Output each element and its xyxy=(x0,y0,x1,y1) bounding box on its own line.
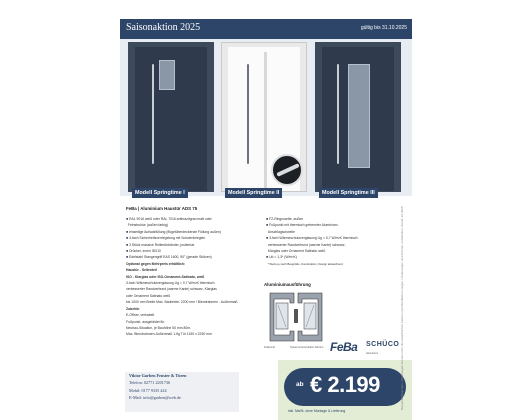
vertical-disclaimer: Beispielabbildungen, Abbildungen können nicht die tatsächlichen Farben und Oberflächen zeigen / Änderungen und Irrtümer vorbehalten, Stand: 01.2025 xyxy=(400,206,404,410)
spec-list-right xyxy=(266,216,358,267)
diagram-caption-left: Fußpunkt xyxy=(264,346,275,349)
door-springtime-2 xyxy=(221,42,307,196)
spec-item: Feinstruktur (außen farbig) xyxy=(127,223,169,228)
option-item: Zubehör xyxy=(126,306,140,311)
diagram-caption-right: System-Konstruktion Schüco xyxy=(290,346,324,349)
door-handle xyxy=(247,64,249,164)
profile-cross-section-diagram xyxy=(264,289,328,345)
spec-item: verbesserter Randverbund (warme Kante) schwarz, xyxy=(267,242,346,247)
spec-item: ■Fußpunkt mit thermisch getrennter Aluminium- xyxy=(266,223,339,228)
header-bar xyxy=(120,19,412,39)
spec-list-left xyxy=(126,216,238,338)
flyer-page xyxy=(120,0,412,420)
spec-item: ■Ud = 1,3* (W/m²K) xyxy=(266,255,297,260)
option-item: Fußpunkt, ausgebildet für xyxy=(126,319,165,324)
door-groove xyxy=(264,52,267,188)
page-title: Saisonaktion 2025 xyxy=(126,22,201,33)
option-item: oder Ornament Satinato weiß xyxy=(126,293,171,298)
option-item: ISO - Klarglas oder ISO-Ornament-Satinato, weiß xyxy=(126,274,205,279)
spec-item: ■3-fach Sicherheitsverriegelung mit Schwenkriegeln xyxy=(126,236,206,241)
door-glass xyxy=(159,60,175,90)
option-item: Haustür - Seitenteil xyxy=(126,268,157,273)
options-title: Optional gegen Mehrpreis erhältlich: xyxy=(126,261,185,266)
door-handle xyxy=(337,64,339,164)
option-item: E-Öffner, verkabelt xyxy=(126,313,155,318)
spec-item: ■Drücker, innen ID010 xyxy=(126,249,161,254)
spec-item: ■Edelstahl Stangengriff EAS 1600, 90° (gerade Stützen) xyxy=(126,255,212,260)
spec-item: ■FZ-Ringrosette, außen xyxy=(266,217,304,221)
option-item: 3-fach Wärmeschutzverglasung Ug = 0,7 W/m²K thermisch xyxy=(126,281,215,286)
door-gallery xyxy=(120,39,412,196)
contact-email: E-Mail: info@garben@web.de xyxy=(129,395,181,401)
spec-item: ■RAL 9016 weiß oder RAL 7016 anthrazitgrau matt oder xyxy=(126,217,212,221)
model-label-1: Modell Springtime I xyxy=(132,188,188,198)
door-glass xyxy=(348,64,370,168)
spec-item: Anschlagschwelle xyxy=(267,229,295,234)
price-badge xyxy=(284,368,406,406)
model-label-3: Modell Springtime III xyxy=(319,188,378,198)
schueco-logo: SCHÜCO xyxy=(366,341,400,348)
model-label-2: Modell Springtime II xyxy=(225,188,282,198)
contact-box xyxy=(125,372,239,412)
schueco-subtitle: Aluminium xyxy=(366,352,379,355)
feba-logo: FeBa xyxy=(330,340,358,354)
spec-item: Klarglas oder Ornament Satinato weiß xyxy=(267,249,326,254)
option-item: bis 1000 mm Breite Max. Baubreite: 2200 mm / Blendrahmen - Außenmaß xyxy=(126,300,238,305)
door-springtime-3 xyxy=(315,42,401,196)
door-handle xyxy=(152,64,154,164)
option-item: Neubau-Situation, je Bauhöhe 50 mm 80m. xyxy=(126,325,192,330)
valid-until-text: gültig bis 31.10.2025 xyxy=(360,25,407,31)
price-prefix: ab xyxy=(296,381,304,388)
spec-item: ■3 Stück massive Rollentürbänder, justierbar xyxy=(126,242,195,247)
spec-title: FeBa | Aluminium Haustür ADS 75 xyxy=(126,206,198,211)
price-value: € 2.199 xyxy=(310,372,380,397)
price-note: inkl. MwSt. ohne Montage & Lieferung xyxy=(288,409,346,413)
company-name: Viktor Garben Fenster & Türen xyxy=(129,373,187,378)
contact-phone: Telefon: 02771 2201736 xyxy=(129,380,171,386)
option-item: Max. Blendrahmen-Außenmaß 1-flg Tür 1150 x 2250 mm xyxy=(126,332,212,337)
option-item: verbesserter Randverbund (warme Kante) schwarz, Klarglas xyxy=(126,287,217,292)
door-springtime-1 xyxy=(128,42,214,196)
handle-detail-image xyxy=(271,154,303,186)
spec-footnote: * Werte je nach Baugröße, Konstruktion, Design abweichend xyxy=(267,261,343,266)
spec-item: ■3-fach Wärmeschutzverglasung Ug = 0,7 W/m²K thermisch xyxy=(266,236,358,241)
diagram-title: Aluminiumausführung xyxy=(264,282,311,287)
contact-mobile: Mobil: 0177 9335 424 xyxy=(129,387,167,393)
spec-item: ■einseitige Aufsatzfüllung (flügelüberdeckende Füllung außen) xyxy=(126,229,221,234)
